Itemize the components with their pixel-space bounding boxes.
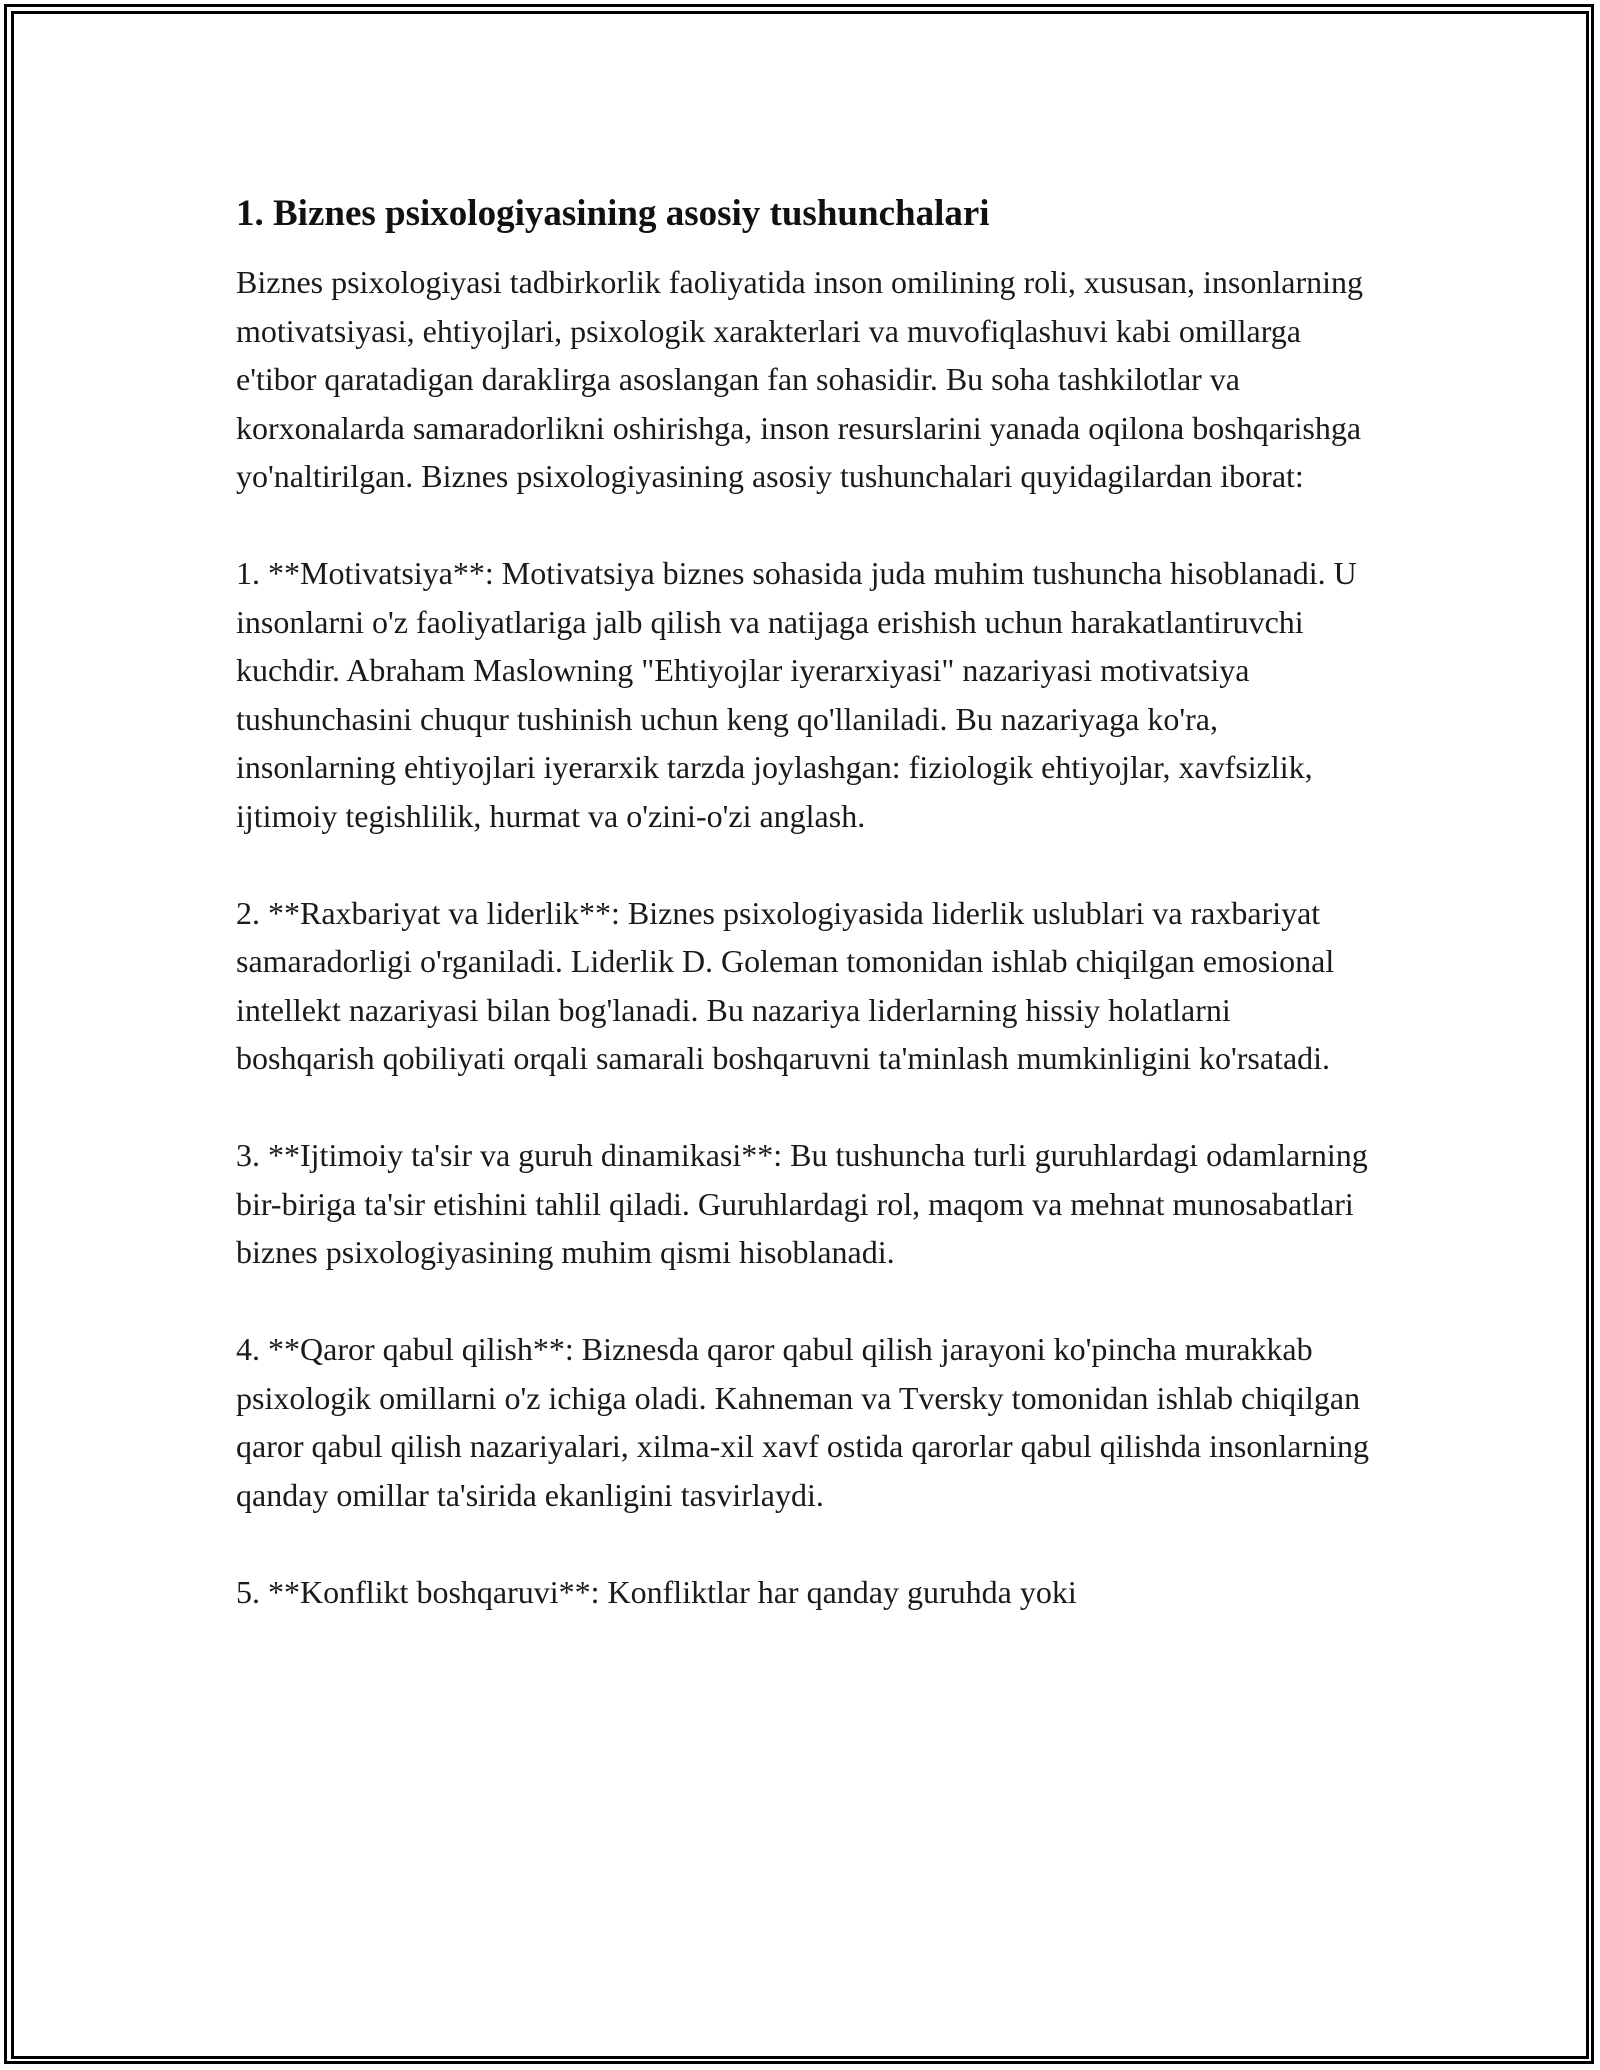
decision-making-paragraph: 4. **Qaror qabul qilish**: Biznesda qaror qabul qilish jarayoni ko'pincha murakkab psixologik omillarni o'z ichiga oladi. Kahneman va Tversky tomonidan ishlab chiqilgan qaror qabul qilish nazariyalari, xilma-xil xavf ostida qarorlar qabul qilishda insonlarning qanday omillar ta'sirida ekanligini tasvirlaydi. (236, 1331, 1370, 1513)
leadership-paragraph: 2. **Raxbariyat va liderlik**: Biznes psixologiyasida liderlik uslublari va raxbariyat samaradorligi o'rganiladi. Liderlik D. Goleman tomonidan ishlab chiqilgan emosional intellekt nazariyasi bilan bog'lanadi. Bu nazariya liderlarning hissiy holatlarni boshqarish qobiliyati orqali samarali boshqaruvni ta'minlash mumkinligini ko'rsatadi. (236, 894, 1335, 1076)
conflict-management-paragraph: 5. **Konflikt boshqaruvi**: Konfliktlar har qanday guruhda yoki (236, 1573, 1077, 1610)
intro-paragraph: Biznes psixologiyasi tadbirkorlik faoliyatida inson omilining roli, xususan, insonlarning motivatsiyasi, ehtiyojlari, psixologik xarakterlari va muvofiqlashuvi kabi omillarga e'tibor qaratadigan daraklirga asoslangan fan sohasidir. Bu soha tashkilotlar va korxonalarda samaradorlikni oshirishga, inson resurslarini yanada oqilona boshqarishga yo'naltirilgan. Biznes psixologiyasining asosiy tushunchalari quyidagilardan iborat: (236, 264, 1363, 494)
group-dynamics-paragraph: 3. **Ijtimoiy ta'sir va guruh dinamikasi**: Bu tushuncha turli guruhlardagi odamlarning bir-biriga ta'sir etishini tahlil qiladi. Guruhlardagi rol, maqom va mehnat munosabatlari biznes psixologiyasining muhim qismi hisoblanadi. (236, 1137, 1368, 1270)
motivation-paragraph: 1. **Motivatsiya**: Motivatsiya biznes sohasida juda muhim tushuncha hisoblanadi. U insonlarni o'z faoliyatlariga jalb qilish va natijaga erishish uchun harakatlantiruvchi kuchdir. Abraham Maslowning "Ehtiyojlar iyerarxiyasi" nazariyasi motivatsiya tushunchasini chuqur tushinish uchun keng qo'llaniladi. Bu nazariyaga ko'ra, insonlarning ehtiyojlari iyerarxik tarzda joylashgan: fiziologik ehtiyojlar, xavfsizlik, ijtimoiy tegishlilik, hurmat va o'zini-o'zi anglash. (236, 555, 1357, 834)
document-title: 1. Biznes psixologiyasining asosiy tushunchalari (236, 193, 990, 234)
document-body (236, 188, 1376, 1665)
